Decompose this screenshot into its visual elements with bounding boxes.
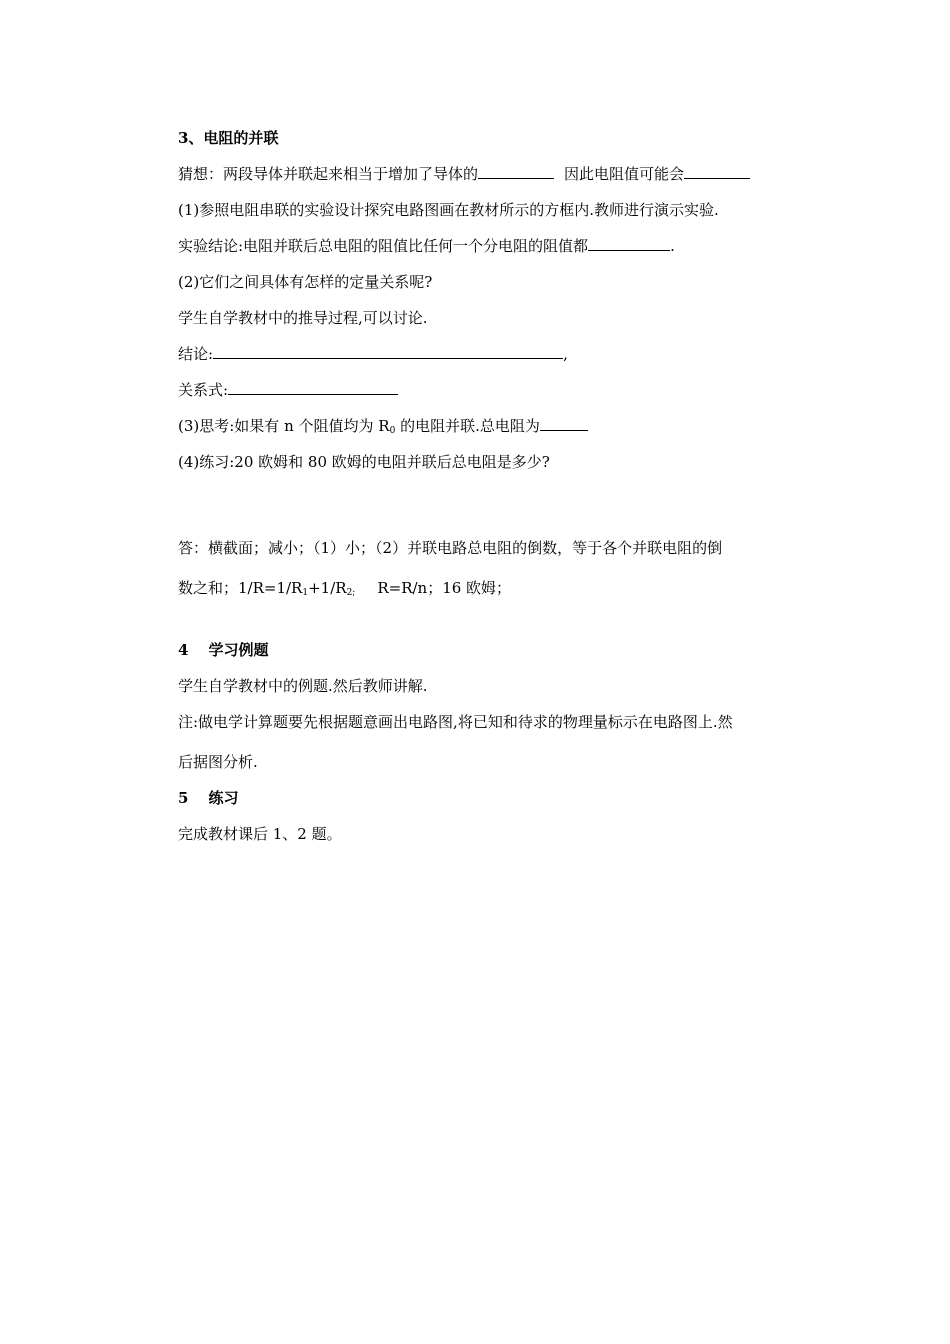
section4-text1: 学生自学教材中的例题.然后教师讲解. — [178, 677, 428, 695]
guess-text-b: 因此电阻值可能会 — [564, 165, 685, 183]
item1: (1)参照电阻串联的实验设计探究电路图画在教材所示的方框内.教师进行演示实验. — [178, 201, 719, 219]
answer-line2 — [178, 578, 511, 598]
section5-text1: 完成教材课后 1、2 题。 — [178, 825, 342, 843]
guess-line — [178, 164, 750, 184]
conclusion-label: 结论: — [178, 345, 214, 363]
experiment-conclusion-end: . — [670, 237, 675, 255]
blank-cross-section — [478, 164, 554, 179]
section4-heading — [178, 640, 268, 660]
item3-text-b: 的电阻并联.总电阻为 — [395, 417, 540, 435]
blank-smaller — [588, 236, 670, 251]
blank-relation — [228, 380, 398, 395]
conclusion-end: , — [563, 345, 568, 363]
blank-conclusion — [213, 344, 563, 359]
answer-line2-a: 数之和；1/R=1/R — [178, 579, 303, 597]
item3-subscript: 0 — [389, 426, 396, 436]
section4-note1: 注:做电学计算题要先根据题意画出电路图,将已知和待求的物理量标示在电路图上.然 — [178, 713, 733, 731]
conclusion-line — [178, 344, 568, 364]
relation-line — [178, 380, 398, 400]
guess-text-a: 猜想：两段导体并联起来相当于增加了导体的 — [178, 165, 479, 183]
answer-sub1: 1 — [302, 588, 309, 598]
section5-heading — [178, 788, 238, 808]
experiment-conclusion-text: 实验结论:电阻并联后总电阻的阻值比任何一个分电阻的阻值都 — [178, 237, 589, 255]
section4-number: 4 — [178, 641, 189, 659]
relation-label: 关系式: — [178, 381, 229, 399]
section3-heading: 3、电阻的并联 — [178, 129, 279, 147]
blank-total-resistance — [540, 416, 588, 431]
section4-title: 学习例题 — [208, 641, 269, 659]
answer-line2-b: +1/R — [308, 579, 347, 597]
answer-line2-c: R=R/n；16 欧姆； — [377, 579, 512, 597]
answer-sub2: 2; — [346, 588, 356, 598]
experiment-conclusion-line — [178, 236, 675, 256]
section4-note2: 后据图分析. — [178, 753, 258, 771]
section5-number: 5 — [178, 789, 189, 807]
item4: (4)练习:20 欧姆和 80 欧姆的电阻并联后总电阻是多少? — [178, 453, 550, 471]
item3-text-a: (3)思考:如果有 n 个阻值均为 R — [178, 417, 390, 435]
item2: (2)它们之间具体有怎样的定量关系呢? — [178, 273, 433, 291]
section5-title: 练习 — [208, 789, 239, 807]
item3-line — [178, 416, 588, 436]
self-study-line: 学生自学教材中的推导过程,可以讨论. — [178, 309, 428, 327]
answer-line1: 答：横截面；减小；（1）小；（2）并联电路总电阻的倒数，等于各个并联电阻的倒 — [178, 539, 723, 557]
blank-decrease — [684, 164, 750, 179]
